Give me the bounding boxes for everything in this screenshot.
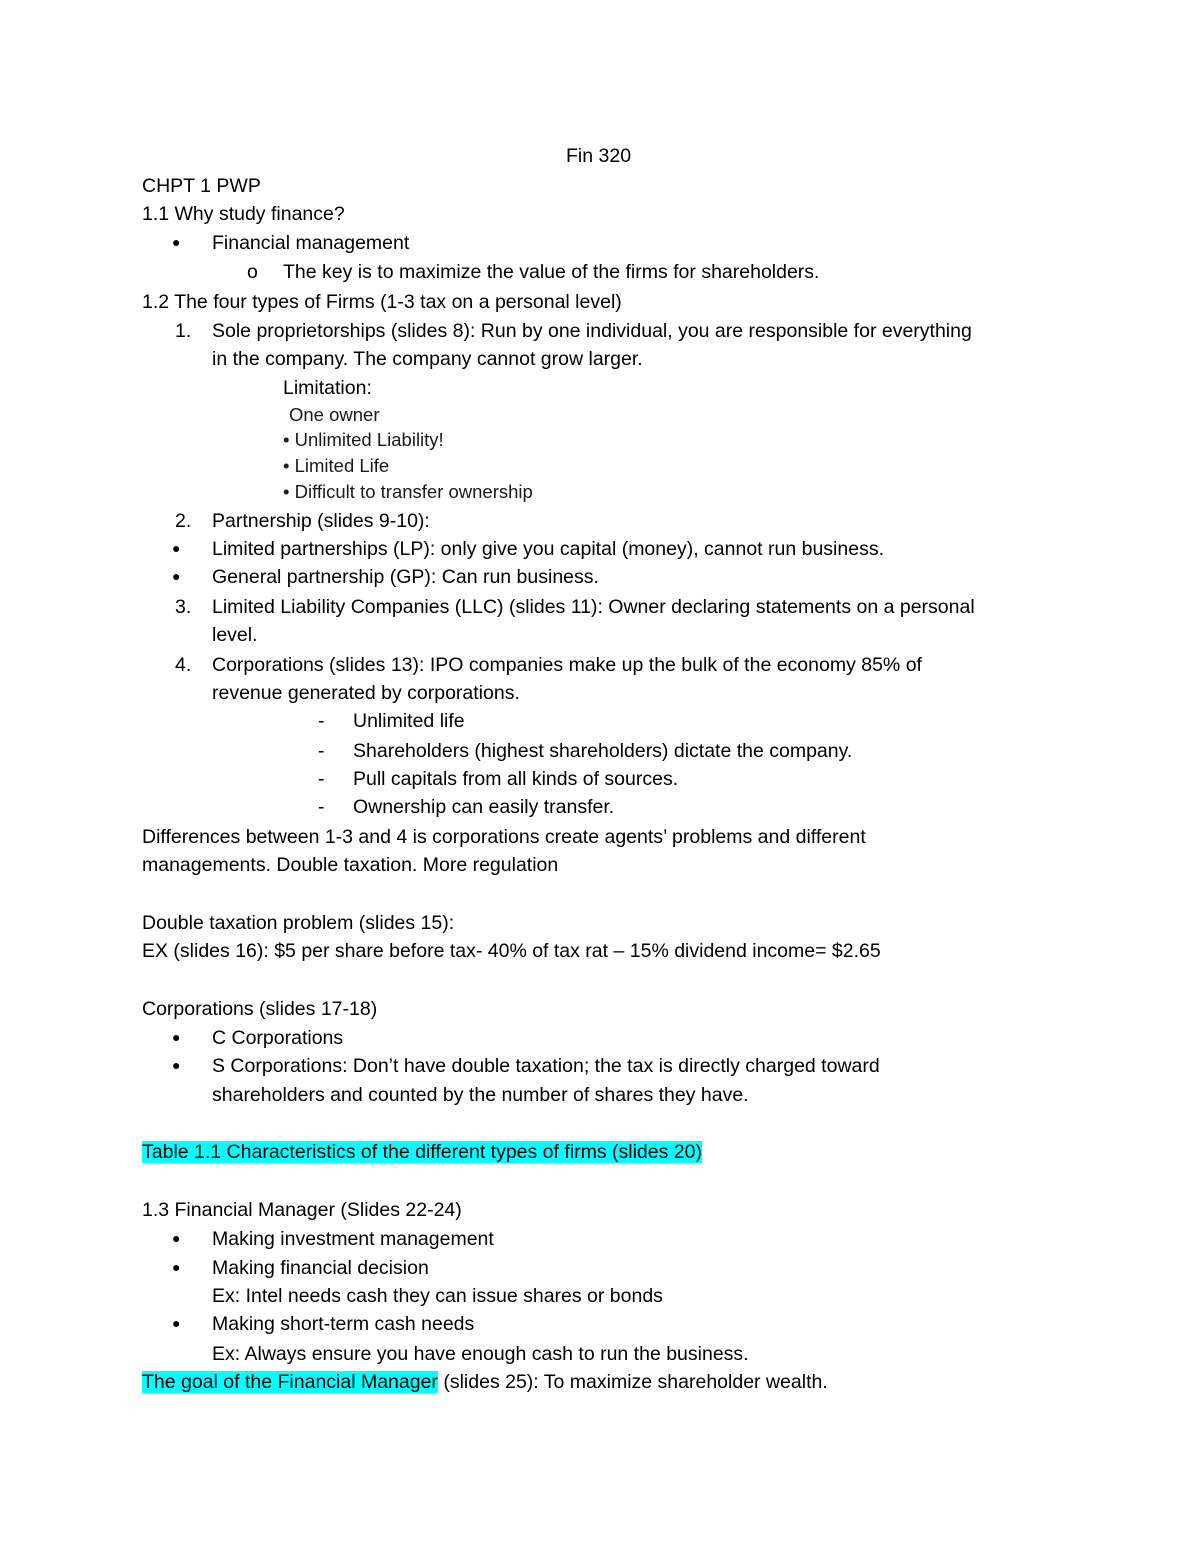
corporations-heading: Corporations (slides 17-18)	[142, 998, 378, 1020]
item-llc-cont: level.	[212, 624, 258, 646]
item-corporations-cont: revenue generated by corporations.	[212, 682, 520, 704]
differences-paragraph: Differences between 1-3 and 4 is corporations create agents’ problems and different	[142, 826, 866, 848]
bullet-c-corporations: C Corporations	[212, 1027, 344, 1049]
bullet-financial-management: Financial management	[212, 232, 410, 254]
highlighted-table-reference: Table 1.1 Characteristics of the different types of firms (slides 20)	[142, 1141, 702, 1163]
table-reference	[142, 1138, 702, 1167]
limitation-item: One owner	[289, 404, 380, 425]
list-number-3: 3.	[175, 596, 192, 618]
section-1-1-heading: 1.1 Why study finance?	[142, 203, 345, 225]
dash-item: Unlimited life	[353, 710, 465, 732]
document-title: Fin 320	[566, 145, 632, 167]
dash-item: Ownership can easily transfer.	[353, 796, 615, 818]
dash-marker: -	[318, 768, 325, 790]
item-sole-proprietorships-cont: in the company. The company cannot grow larger.	[212, 348, 643, 370]
goal-of-financial-manager	[142, 1368, 828, 1397]
bullet-investment-management: Making investment management	[212, 1228, 494, 1250]
limitation-item: • Limited Life	[283, 455, 390, 476]
item-sole-proprietorships: Sole proprietorships (slides 8): Run by one individual, you are responsible for everything	[212, 320, 972, 342]
sub-bullet-marker: o	[247, 261, 258, 283]
bullet-marker: ●	[172, 1259, 181, 1275]
item-llc: Limited Liability Companies (LLC) (slides 11): Owner declaring statements on a personal	[212, 596, 975, 618]
bullet-marker: ●	[172, 1057, 181, 1073]
bullet-s-corporations: S Corporations: Don’t have double taxation; the tax is directly charged toward	[212, 1055, 880, 1077]
limitation-item: • Difficult to transfer ownership	[283, 481, 533, 502]
section-1-3-heading: 1.3 Financial Manager (Slides 22-24)	[142, 1199, 462, 1221]
bullet-limited-partnerships: Limited partnerships (LP): only give you capital (money), cannot run business.	[212, 538, 884, 560]
dash-marker: -	[318, 796, 325, 818]
example-intel: Ex: Intel needs cash they can issue shares or bonds	[212, 1285, 663, 1307]
bullet-s-corporations-cont: shareholders and counted by the number of shares they have.	[212, 1084, 749, 1106]
dash-marker: -	[318, 710, 325, 732]
bullet-marker: ●	[172, 1315, 181, 1331]
item-partnership: Partnership (slides 9-10):	[212, 510, 430, 532]
dash-item: Shareholders (highest shareholders) dictate the company.	[353, 740, 853, 762]
goal-text: (slides 25): To maximize shareholder wealth.	[437, 1371, 828, 1393]
differences-paragraph-cont: managements. Double taxation. More regulation	[142, 854, 559, 876]
bullet-general-partnership: General partnership (GP): Can run business.	[212, 566, 599, 588]
item-corporations: Corporations (slides 13): IPO companies make up the bulk of the economy 85% of	[212, 654, 922, 676]
limitation-item: • Unlimited Liability!	[283, 429, 444, 450]
bullet-marker: ●	[172, 540, 181, 556]
dash-marker: -	[318, 740, 325, 762]
dash-item: Pull capitals from all kinds of sources.	[353, 768, 679, 790]
goal-highlight: The goal of the Financial Manager	[142, 1371, 438, 1393]
double-taxation-heading: Double taxation problem (slides 15):	[142, 912, 455, 934]
limitation-label: Limitation:	[283, 377, 372, 399]
list-number-4: 4.	[175, 654, 192, 676]
list-number-2: 2.	[175, 510, 192, 532]
bullet-marker: ●	[172, 568, 181, 584]
list-number-1: 1.	[175, 320, 192, 342]
bullet-financial-decision: Making financial decision	[212, 1257, 429, 1279]
chapter-heading: CHPT 1 PWP	[142, 175, 261, 197]
example-cash: Ex: Always ensure you have enough cash to run the business.	[212, 1343, 749, 1365]
section-1-2-heading: 1.2 The four types of Firms (1-3 tax on a personal level)	[142, 291, 622, 313]
double-taxation-example: EX (slides 16): $5 per share before tax- 40% of tax rat – 15% dividend income= $2.65	[142, 940, 881, 962]
sub-bullet-maximize-value: The key is to maximize the value of the firms for shareholders.	[283, 261, 820, 283]
bullet-marker: ●	[172, 1230, 181, 1246]
bullet-marker: ●	[172, 234, 181, 250]
bullet-short-term-cash: Making short-term cash needs	[212, 1313, 475, 1335]
bullet-marker: ●	[172, 1029, 181, 1045]
